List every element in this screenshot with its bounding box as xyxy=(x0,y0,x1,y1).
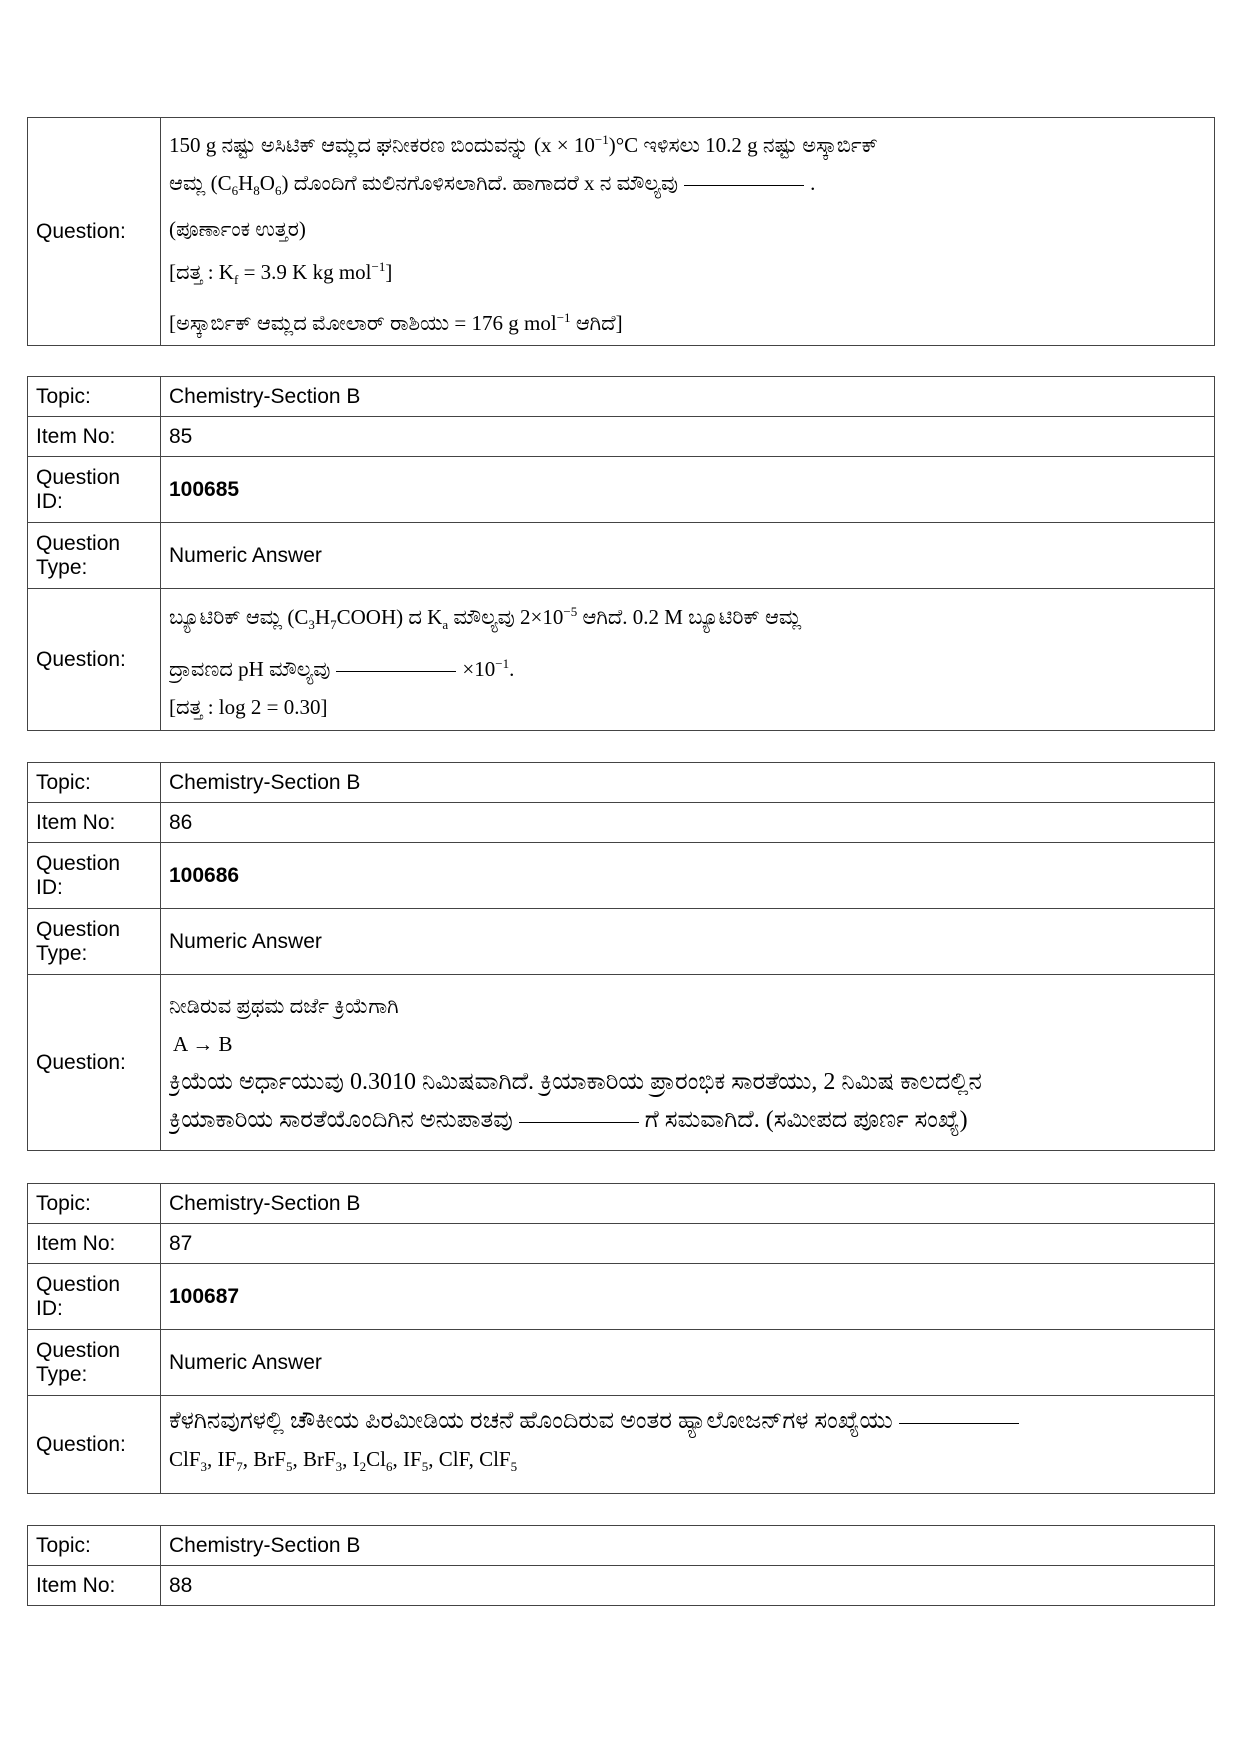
question-type-value: Numeric Answer xyxy=(161,523,1215,589)
answer-blank xyxy=(336,670,456,672)
topic-value: Chemistry-Section B xyxy=(161,377,1215,417)
question-id-label: Question ID: xyxy=(28,1264,161,1330)
topic-value: Chemistry-Section B xyxy=(161,1184,1215,1224)
question-text: 150 g ನಷ್ಟು ಅಸಿಟಿಕ್ ಆಮ್ಲದ ಘನೀಕರಣ ಬಿಂದುವನ್ನು $(x \times 10^{-1})^\circ C$ ಇಳಿಸಲು 10.2 g ನಷ್ಟು ಅಸ್ಕಾರ್ಬಿಕ್ ಆಮ್ಲ $(C_6H_8O_6)$ ದೊಂದಿಗೆ ಮಲಿನಗೊಳಿಸಲಾಗಿದೆ. ಹಾಗಾದರೆ x ನ ಮೌಲ್ಯವು . (ಪೂರ್ಣಾಂಕ ಉತ್ತರ) [ದತ್ತ : $K_f = 3.9$ K kg mol$^{-1}$] [ಅಸ್ಕಾರ್ಬಿಕ್ ಆಮ್ಲದ ಮೋಲಾರ್ ರಾಶಿಯು = 176 g mol$^{-1}$ ಆಗಿದೆ] xyxy=(161,118,1215,346)
question-label: Question: xyxy=(28,1396,161,1494)
question-block-87 xyxy=(27,1183,1215,1494)
question-id-value: 100687 xyxy=(161,1264,1215,1330)
question-block-85 xyxy=(27,376,1215,731)
question-label: Question: xyxy=(28,118,161,346)
question-block-84 xyxy=(27,117,1215,346)
question-text: ಕೆಳಗಿನವುಗಳಲ್ಲಿ ಚೌಕೀಯ ಪಿರಮೀಡಿಯ ರಚನೆ ಹೊಂದಿರುವ ಅಂತರ ಹ್ಯಾಲೋಜನ್‌ಗಳ ಸಂಖ್ಯೆಯು ClF$_3$, $IF_7$, BrF$_5$, BrF$_3$, $I_2Cl_6$, $IF_5$, ClF, ClF$_5$ xyxy=(161,1396,1215,1494)
question-type-label: Question Type: xyxy=(28,1330,161,1396)
item-no-label: Item No: xyxy=(28,1566,161,1606)
item-no-value: 88 xyxy=(161,1566,1215,1606)
question-block-88 xyxy=(27,1525,1215,1606)
item-no-value: 86 xyxy=(161,803,1215,843)
item-no-value: 85 xyxy=(161,417,1215,457)
item-no-label: Item No: xyxy=(28,1224,161,1264)
question-type-label: Question Type: xyxy=(28,523,161,589)
question-id-value: 100685 xyxy=(161,457,1215,523)
question-id-value: 100686 xyxy=(161,843,1215,909)
answer-blank xyxy=(684,184,804,186)
question-type-label: Question Type: xyxy=(28,909,161,975)
answer-blank xyxy=(899,1422,1019,1424)
item-no-value: 87 xyxy=(161,1224,1215,1264)
question-text: ಬ್ಯೂಟಿರಿಕ್ ಆಮ್ಲ $(C_3H_7COOH)$ ದ $K_a$ ಮೌಲ್ಯವು $2\times 10^{-5}$ ಆಗಿದೆ. 0.2 M ಬ್ಯೂಟಿರಿಕ್ ಆಮ್ಲ ದ್ರಾವಣದ pH ಮೌಲ್ಯವು $\times 10^{-1}$. [ದತ್ತ : log 2 = 0.30] xyxy=(161,589,1215,731)
question-block-86 xyxy=(27,762,1215,1151)
question-id-label: Question ID: xyxy=(28,843,161,909)
topic-label: Topic: xyxy=(28,1184,161,1224)
topic-label: Topic: xyxy=(28,1526,161,1566)
question-label: Question: xyxy=(28,589,161,731)
question-id-label: Question ID: xyxy=(28,457,161,523)
topic-value: Chemistry-Section B xyxy=(161,1526,1215,1566)
topic-label: Topic: xyxy=(28,377,161,417)
item-no-label: Item No: xyxy=(28,803,161,843)
question-type-value: Numeric Answer xyxy=(161,1330,1215,1396)
topic-label: Topic: xyxy=(28,763,161,803)
question-type-value: Numeric Answer xyxy=(161,909,1215,975)
question-text: ನೀಡಿರುವ ಪ್ರಥಮ ದರ್ಜೆ ಕ್ರಿಯೆಗಾಗಿ A → B ಕ್ರಿಯೆಯ ಅರ್ಧಾಯುವು 0.3010 ನಿಮಿಷವಾಗಿದೆ. ಕ್ರಿಯಾಕಾರಿಯ ಪ್ರಾರಂಭಿಕ ಸಾರತೆಯು, 2 ನಿಮಿಷ ಕಾಲದಲ್ಲಿನ ಕ್ರಿಯಾಕಾರಿಯ ಸಾರತೆಯೊಂದಿಗಿನ ಅನುಪಾತವು ಗೆ ಸಮವಾಗಿದೆ. (ಸಮೀಪದ ಪೂರ್ಣ ಸಂಖ್ಯೆ) xyxy=(161,975,1215,1151)
question-label: Question: xyxy=(28,975,161,1151)
item-no-label: Item No: xyxy=(28,417,161,457)
topic-value: Chemistry-Section B xyxy=(161,763,1215,803)
answer-blank xyxy=(519,1121,639,1123)
